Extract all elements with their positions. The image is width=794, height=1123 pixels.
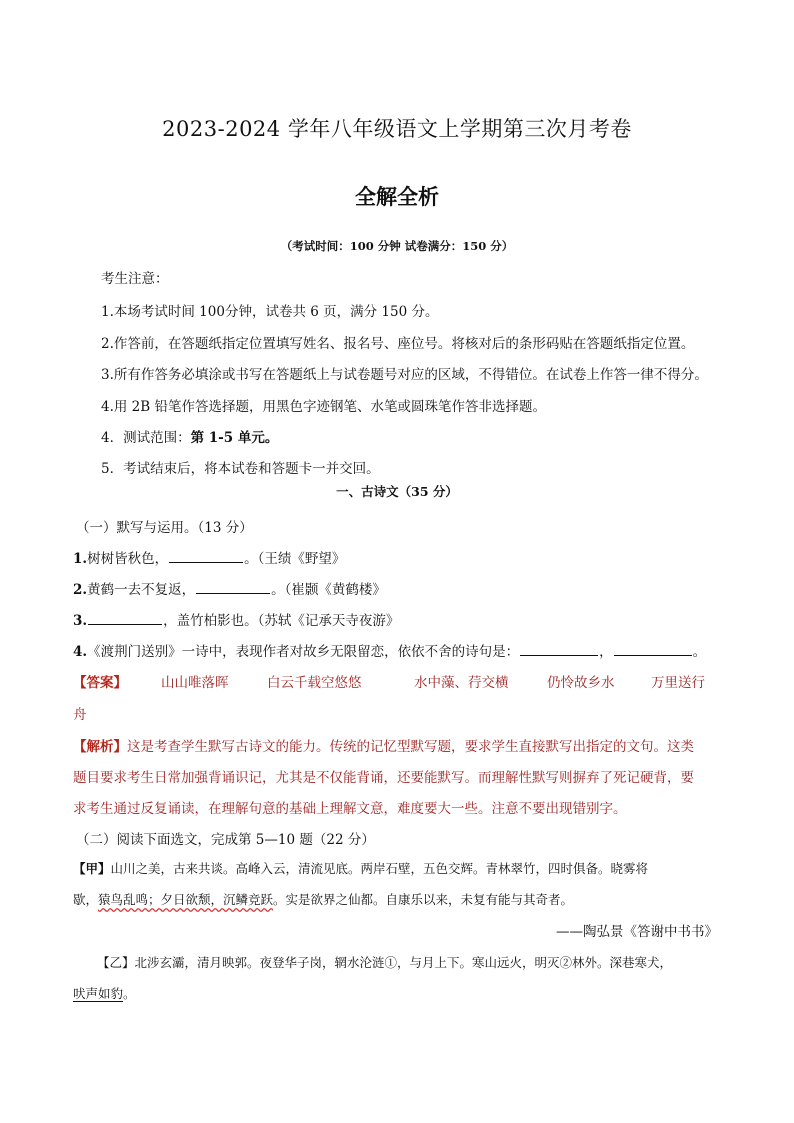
analysis-line-3: 求考生通过反复诵读，在理解句意的基础上理解文意，难度要大一些。注意不要出现错别字。	[73, 801, 627, 817]
answer-label: 【答案】	[73, 675, 127, 691]
passage-yi-text: 北涉玄灞，清月映郭。夜登华子岗，辋水沦涟①，与月上下。寒山远火，明灭②林外。深巷寒犬，	[134, 955, 673, 970]
passage-jia-post: 。实是欲界之仙都。自康乐以来，未复有能与其奇者。	[273, 892, 574, 907]
q4-end: 。	[692, 644, 707, 660]
q2-blank	[196, 581, 270, 594]
notice-item-2: 2.作答前，在答题纸指定位置填写姓名、报名号、座位号。将核对后的条形码贴在答题纸指定位置。	[101, 336, 695, 352]
q3-after: ，盖竹柏影也。（苏轼《记承天寺夜游》	[163, 613, 400, 629]
passage-yi-line-1	[97, 953, 672, 971]
analysis-line-2: 题目要求考生日常加强背诵识记，尤其是不仅能背诵，还要能默写。而理解性默写则摒弃了死记硬背，要	[73, 770, 694, 786]
notice-item-4: 4.用 2B 铅笔作答选择题，用黑色字迹钢笔、水笔或圆珠笔作答非选择题。	[101, 399, 546, 415]
notice-item-3: 3.所有作答务必填涂或书写在答题纸上与试卷题号对应的区域，不得错位。在试卷上作答一律不得分。	[101, 367, 708, 383]
q2-before: 黄鹤一去不复返，	[87, 582, 196, 598]
q3-blank	[88, 612, 162, 625]
answer-item: 仍怜故乡水	[547, 675, 615, 691]
q2-after: 。（崔颢《黄鹤楼》	[271, 582, 386, 598]
notice-heading: 考生注意：	[101, 271, 169, 287]
passage-jia-line-1	[73, 859, 648, 877]
passage-yi-line-2	[73, 984, 136, 1002]
answer-line	[73, 671, 723, 691]
document-title: 2023-2024 学年八年级语文上学期第三次月考卷	[162, 117, 632, 141]
passage-jia-text: 山川之美，古来共谈。高峰入云，清流见底。两岸石壁，五色交辉。青林翠竹，四时俱备。晓雾将	[110, 861, 649, 876]
passage-yi-label: 【乙】	[97, 955, 135, 970]
question-3	[73, 609, 399, 629]
q1-after: 。（王绩《野望》	[244, 551, 346, 567]
passage-jia-pre: 歇，	[73, 892, 99, 907]
question-2	[73, 578, 386, 598]
passage-jia-line-2	[73, 890, 573, 908]
answer-tail: 舟	[73, 707, 87, 723]
passage-jia-source: ——陶弘景《答谢中书书》	[556, 924, 718, 940]
passage-yi-post: 。	[123, 986, 136, 1001]
document-subtitle: 全解全析	[355, 185, 439, 209]
q4-text: 《渡荆门送别》一诗中，表现作者对故乡无限留恋，依依不舍的诗句是：	[87, 644, 520, 660]
question-4	[73, 640, 706, 660]
notice-item-5: 5．考试结束后，将本试卷和答题卡一并交回。	[101, 461, 380, 477]
q3-number: 3.	[73, 613, 88, 629]
passage-jia-label: 【甲】	[73, 861, 111, 876]
notice-item-range	[101, 426, 278, 446]
range-value: 第 1-5 单元。	[190, 430, 279, 446]
analysis-text: 这是考查学生默写古诗文的能力。传统的记忆型默写题，要求学生直接默写出指定的文句。这类	[127, 739, 694, 755]
passage-yi-marked: 吠声如豹	[73, 986, 124, 1001]
part2-heading: （二）阅读下面选文，完成第 5—10 题（22 分）	[76, 832, 375, 848]
q4-number: 4.	[73, 644, 88, 660]
section-heading: 一、古诗文（35 分）	[336, 484, 458, 499]
answer-item: 水中藻、荇交横	[414, 675, 509, 691]
passage-jia-marked: 猿鸟乱鸣；夕日欲颓，沉鳞竞跃	[98, 892, 274, 907]
q4-sep: ，	[599, 644, 613, 660]
q1-number: 1.	[73, 551, 88, 567]
analysis-label: 【解析】	[73, 739, 127, 755]
q4-blank-1	[520, 643, 598, 656]
answer-item: 万里送行	[651, 675, 705, 691]
analysis-line-1	[73, 735, 694, 755]
q1-blank	[169, 550, 243, 563]
q4-blank-2	[614, 643, 692, 656]
answer-item: 白云千载空悠悠	[267, 675, 362, 691]
q1-before: 树树皆秋色，	[87, 551, 169, 567]
question-1	[73, 547, 345, 567]
answer-item: 山山唯落晖	[161, 675, 229, 691]
q2-number: 2.	[73, 582, 88, 598]
range-prefix: 4．测试范围：	[101, 430, 191, 446]
part1-heading: （一）默写与运用。（13 分）	[76, 520, 253, 536]
exam-info: （考试时间：100 分钟 试卷满分：150 分）	[280, 239, 514, 253]
notice-item-1: 1.本场考试时间 100分钟，试卷共 6 页，满分 150 分。	[101, 304, 439, 320]
